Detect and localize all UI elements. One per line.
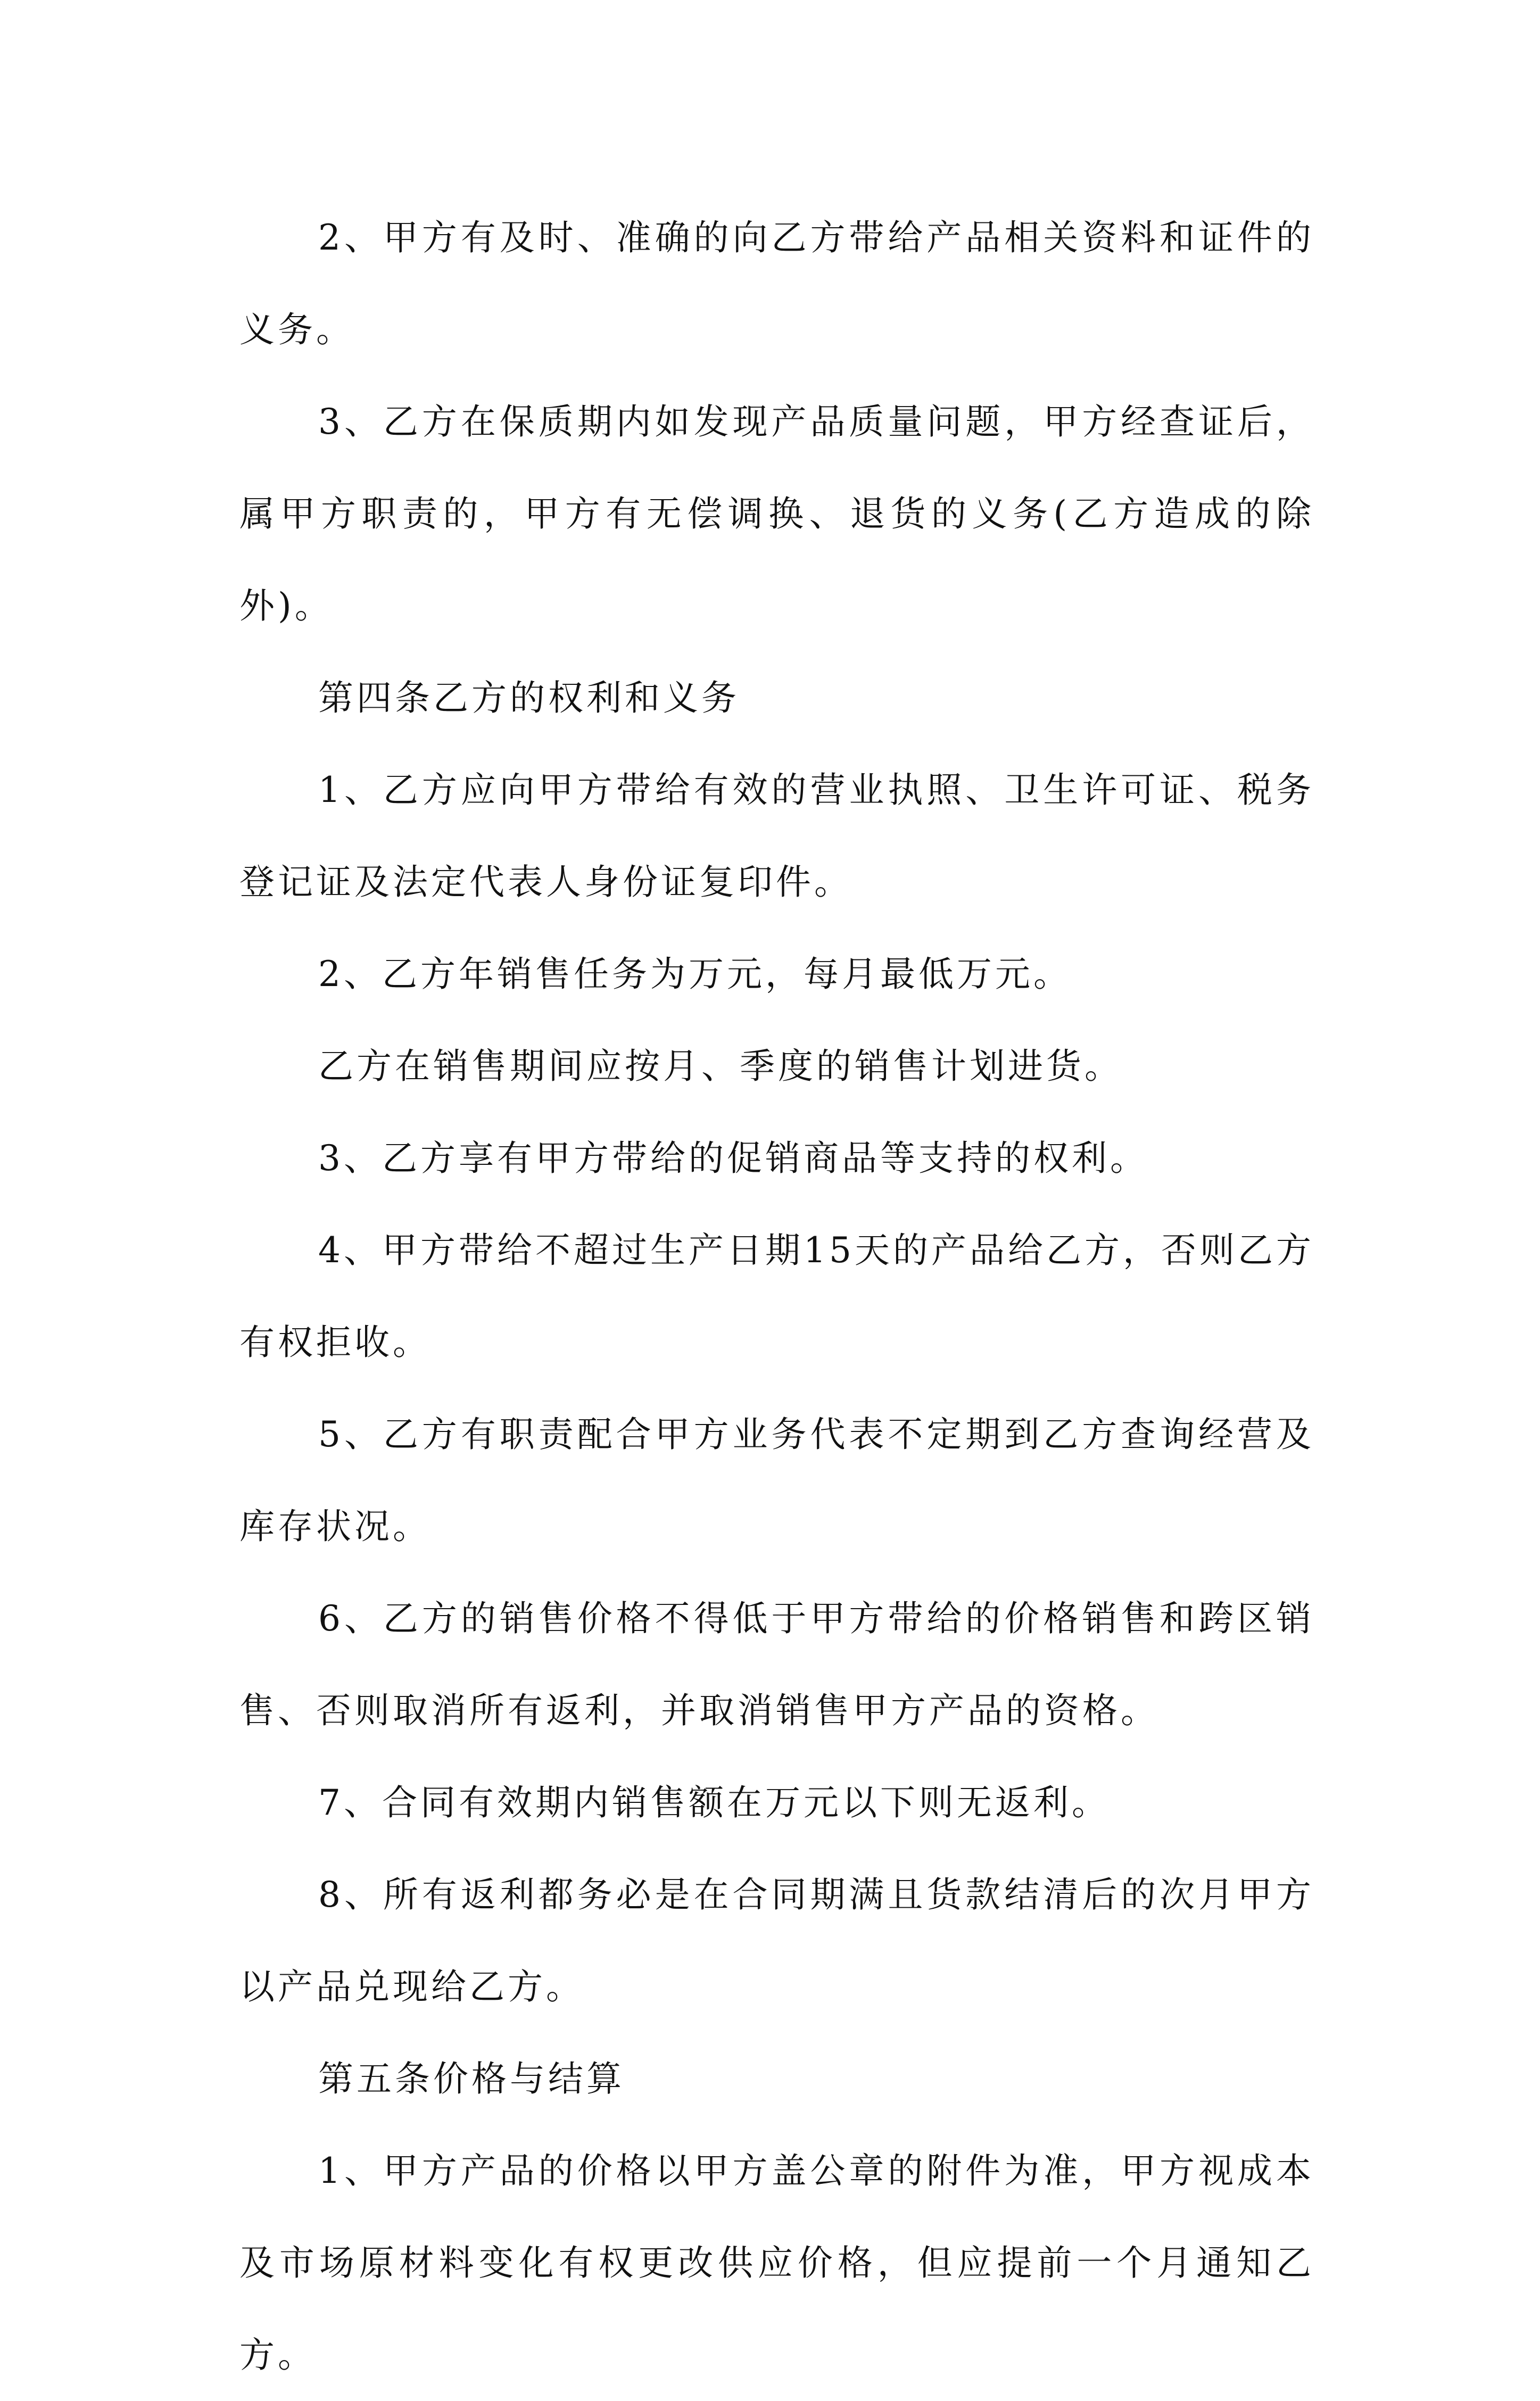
paragraph-obligation-2: 2、甲方有及时、准确的向乙方带给产品相关资料和证件的义务。 [239,217,1314,350]
paragraph-party-b-6: 6、乙方的销售价格不得低于甲方带给的价格销售和跨区销售、否则取消所有返利，并取消销售甲方产品的资格。 [239,1598,1314,1731]
paragraph-party-b-1: 1、乙方应向甲方带给有效的营业执照、卫生许可证、税务登记证及法定代表人身份证复印件。 [239,769,1314,903]
paragraph-price-1: 1、甲方产品的价格以甲方盖公章的附件为准，甲方视成本及市场原材料变化有权更改供应价格，但应提前一个月通知乙方。 [239,2150,1314,2375]
paragraph-party-b-8: 8、所有返利都务必是在合同期满且货款结清后的次月甲方以产品兑现给乙方。 [239,1874,1314,2007]
section-heading-article-4: 第四条乙方的权利和义务 [318,677,740,718]
paragraph-obligation-3: 3、乙方在保质期内如发现产品质量问题，甲方经查证后，属甲方职责的，甲方有无偿调换、退货的义务(乙方造成的除外)。 [239,401,1314,626]
document-body [239,192,1314,2401]
paragraph-party-b-2: 2、乙方年销售任务为万元，每月最低万元。 [318,954,1072,995]
paragraph-party-b-3: 3、乙方享有甲方带给的促销商品等支持的权利。 [318,1138,1148,1179]
paragraph-party-b-5: 5、乙方有职责配合甲方业务代表不定期到乙方查询经营及库存状况。 [239,1414,1314,1547]
section-heading-article-5: 第五条价格与结算 [318,2058,625,2099]
paragraph-party-b-7: 7、合同有效期内销售额在万元以下则无返利。 [318,1782,1110,1823]
paragraph-party-b-4: 4、甲方带给不超过生产日期15天的产品给乙方，否则乙方有权拒收。 [239,1230,1314,1363]
paragraph-party-b-2-cont: 乙方在销售期间应按月、季度的销售计划进货。 [318,1046,1123,1087]
